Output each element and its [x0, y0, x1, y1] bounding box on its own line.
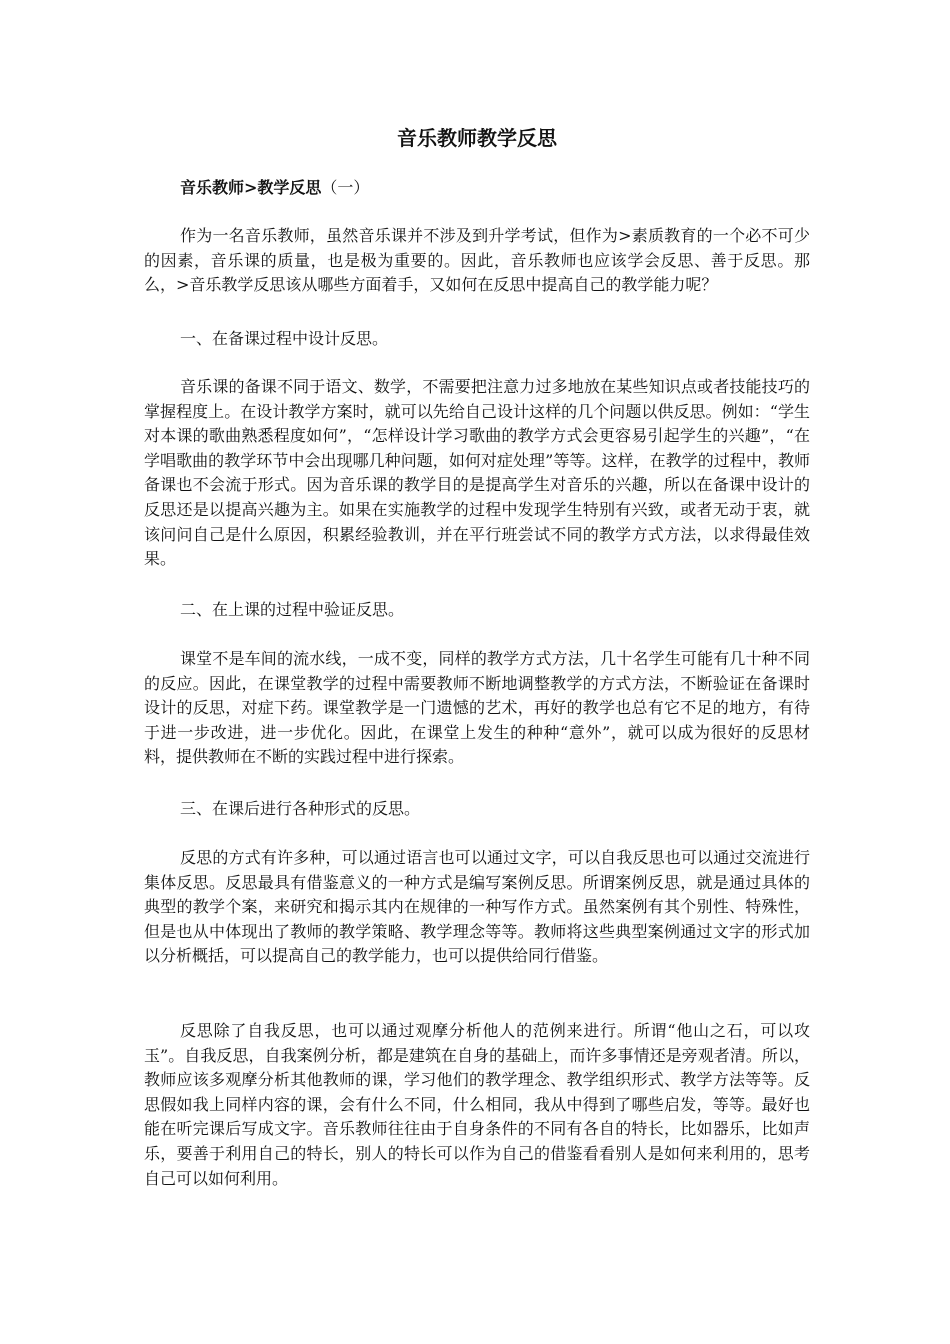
subtitle-main: 音乐教师>教学反思: [180, 178, 322, 197]
section-1-heading: 一、在备课过程中设计反思。: [180, 329, 389, 348]
section-2-paragraph: 课堂不是车间的流水线，一成不变，同样的教学方式方法，几十名学生可能有几十种不同的反应。因此，在课堂教学的过程中需要教师不断地调整教学的方式方法，不断验证在备课时设计的反思，对症下药。课堂教学是一门遗憾的艺术，再好的教学也总有它不足的地方，有待于进一步改进，进一步优化。因此，在课堂上发生的种种“意外”，就可以成为很好的反思材料，提供教师在不断的实践过程中进行探索。: [144, 649, 810, 767]
section-3-paragraph-2: 反思除了自我反思，也可以通过观摩分析他人的范例来进行。所谓“他山之石，可以攻玉”。自我反思，自我案例分析，都是建筑在自身的基础上，而许多事情还是旁观者清。所以，教师应该多观摩分析其他教师的课，学习他们的教学理念、教学组织形式、教学方法等等。反思假如我上同样内容的课，会有什么不同，什么相同，我从中得到了哪些启发，等等。最好也能在听完课后写成文字。音乐教师往往由于自身条件的不同有各自的特长，比如器乐，比如声乐，要善于利用自己的特长，别人的特长可以作为自己的借鉴看看别人是如何来利用的，思考自己可以如何利用。: [144, 1021, 810, 1188]
subtitle-suffix: （一）: [321, 178, 370, 197]
section-3-heading: 三、在课后进行各种形式的反思。: [180, 799, 421, 818]
intro-paragraph: 作为一名音乐教师，虽然音乐课并不涉及到升学考试，但作为>素质教育的一个必不可少的因素，音乐课的质量，也是极为重要的。因此，音乐教师也应该学会反思、善于反思。那么，>音乐教学反思该从哪些方面着手，又如何在反思中提高自己的教学能力呢？: [144, 226, 810, 295]
document-subtitle: [180, 177, 369, 199]
section-3-paragraph-1: 反思的方式有许多种，可以通过语言也可以通过文字，可以自我反思也可以通过交流进行集体反思。反思最具有借鉴意义的一种方式是编写案例反思。所谓案例反思，就是通过具体的典型的教学个案，来研究和揭示其内在规律的一种写作方式。虽然案例有其个别性、特殊性，但是也从中体现出了教师的教学策略、教学理念等等。教师将这些典型案例通过文字的形式加以分析概括，可以提高自己的教学能力，也可以提供给同行借鉴。: [144, 848, 810, 966]
section-1-paragraph: 音乐课的备课不同于语文、数学，不需要把注意力过多地放在某些知识点或者技能技巧的掌握程度上。在设计教学方案时，就可以先给自己设计这样的几个问题以供反思。例如：“学生对本课的歌曲熟悉程度如何”，“怎样设计学习歌曲的教学方式会更容易引起学生的兴趣”，“在学唱歌曲的教学环节中会出现哪几种问题，如何对症处理”等等。这样，在教学的过程中，教师备课也不会流于形式。因为音乐课的教学目的是提高学生对音乐的兴趣，所以在备课中设计的反思还是以提高兴趣为主。如果在实施教学的过程中发现学生特别有兴致，或者无动于衷，就该问问自己是什么原因，积累经验教训，并在平行班尝试不同的教学方式方法，以求得最佳效果。: [144, 377, 810, 569]
document-title: 音乐教师教学反思: [397, 126, 557, 150]
section-2-heading: 二、在上课的过程中验证反思。: [180, 600, 405, 619]
